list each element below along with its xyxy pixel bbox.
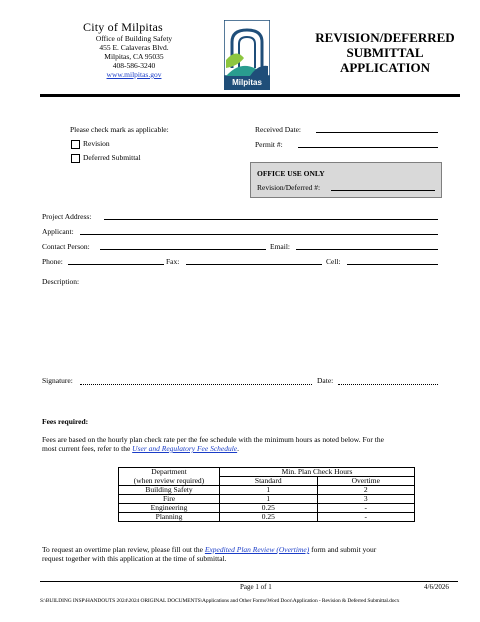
row-overtime: -: [317, 513, 415, 522]
file-path: S:\BUILDING INSP\HANDOUTS 2024\2024 ORIGINAL DOCUMENTS\Applications and Other Forms\Word Docs\Application - Revision & Deferred Submittal.docx: [40, 598, 400, 604]
revision-checkbox[interactable]: [71, 140, 80, 149]
city-state-zip: Milpitas, CA 95035: [104, 52, 164, 61]
row-standard: 1: [220, 486, 318, 495]
row-dept: Engineering: [119, 504, 220, 513]
cell-field[interactable]: [347, 264, 438, 265]
title-line-3: APPLICATION: [339, 60, 431, 75]
row-dept: Building Safety: [119, 486, 220, 495]
row-standard: 0.25: [220, 513, 318, 522]
hours-header: Min. Plan Check Hours: [220, 468, 415, 477]
row-overtime: 2: [317, 486, 415, 495]
permit-label: Permit #:: [255, 140, 283, 149]
phone-number: 408-586-3240: [112, 61, 156, 70]
row-overtime: 3: [317, 495, 415, 504]
fees-para-suffix: .: [237, 444, 240, 453]
row-dept: Planning: [119, 513, 220, 522]
standard-header: Standard: [220, 477, 318, 486]
fees-para-prefix: most current fees, refer to the: [42, 444, 131, 453]
milpitas-logo: [224, 20, 270, 90]
website-link[interactable]: www.milpitas.gov: [106, 70, 162, 79]
page-number: Page 1 of 1: [240, 583, 272, 591]
header-divider: [40, 94, 460, 97]
signature-field[interactable]: [80, 384, 312, 385]
title-line-2: SUBMITTAL: [346, 45, 424, 60]
deferred-submittal-label: Deferred Submittal: [83, 153, 141, 162]
revision-deferred-field[interactable]: [331, 190, 435, 191]
phone-field[interactable]: [68, 264, 164, 265]
contact-person-field[interactable]: [100, 249, 266, 250]
overtime-paragraph: [42, 545, 442, 563]
fax-field[interactable]: [186, 264, 322, 265]
applicant-label: Applicant:: [42, 227, 74, 236]
email-field[interactable]: [296, 249, 438, 250]
signature-date-field[interactable]: [338, 384, 438, 385]
permit-field[interactable]: [298, 147, 438, 148]
table-row: [119, 513, 415, 522]
footer-date: 4/6/2026: [424, 583, 449, 591]
office-use-box: [250, 162, 442, 198]
description-label: Description:: [42, 277, 80, 286]
cell-label: Cell:: [326, 257, 341, 266]
dept-header-1: Department: [119, 468, 220, 477]
signature-date-label: Date:: [317, 376, 334, 385]
signature-label: Signature:: [42, 376, 73, 385]
fees-table-grid: [118, 468, 415, 521]
project-address-field[interactable]: [104, 219, 438, 220]
overtime-prefix: To request an overtime plan review, please fill out the: [42, 545, 204, 554]
email-label: Email:: [270, 242, 290, 251]
description-area[interactable]: [42, 290, 438, 370]
city-name: City of Milpitas: [83, 20, 163, 34]
project-address-label: Project Address:: [42, 212, 92, 221]
fees-para-line1: Fees are based on the hourly plan check rate per the fee schedule with the minimum hours as noted below. For the: [42, 435, 384, 444]
row-standard: 1: [220, 495, 318, 504]
fees-heading: Fees required:: [42, 417, 89, 426]
overtime-header: Overtime: [317, 477, 415, 486]
contact-person-label: Contact Person:: [42, 242, 90, 251]
fees-table: [118, 467, 415, 522]
logo-text: Milpitas: [232, 78, 262, 87]
fees-paragraph: [42, 435, 442, 453]
overtime-suffix: form and submit your: [311, 545, 377, 554]
row-overtime: -: [317, 504, 415, 513]
received-date-field[interactable]: [316, 132, 438, 133]
revision-deferred-label: Revision/Deferred #:: [257, 183, 321, 192]
phone-label: Phone:: [42, 257, 63, 266]
footer-divider: [40, 581, 458, 582]
received-date-label: Received Date:: [255, 125, 302, 134]
row-standard: 0.25: [220, 504, 318, 513]
fax-label: Fax:: [166, 257, 180, 266]
street-address: 455 E. Calaveras Blvd.: [99, 43, 169, 52]
fee-schedule-link[interactable]: User and Regulatory Fee Schedule: [132, 444, 238, 453]
office-use-heading: OFFICE USE ONLY: [257, 169, 325, 178]
expedited-review-link[interactable]: Expedited Plan Review (Overtime): [204, 545, 310, 554]
row-dept: Fire: [119, 495, 220, 504]
form-title: [300, 30, 470, 75]
revision-label: Revision: [83, 139, 110, 148]
overtime-line2: request together with this application at the time of submittal.: [42, 554, 227, 563]
deferred-submittal-checkbox[interactable]: [71, 154, 80, 163]
overtime-line1: [42, 545, 442, 554]
office-name: Office of Building Safety: [95, 34, 173, 43]
check-prompt: Please check mark as applicable:: [70, 125, 169, 134]
applicant-field[interactable]: [80, 234, 438, 235]
title-line-1: REVISION/DEFERRED: [315, 30, 455, 45]
address-block: [78, 34, 190, 79]
fees-para-line2: [42, 444, 442, 453]
dept-header-2: (when review required): [119, 477, 220, 486]
